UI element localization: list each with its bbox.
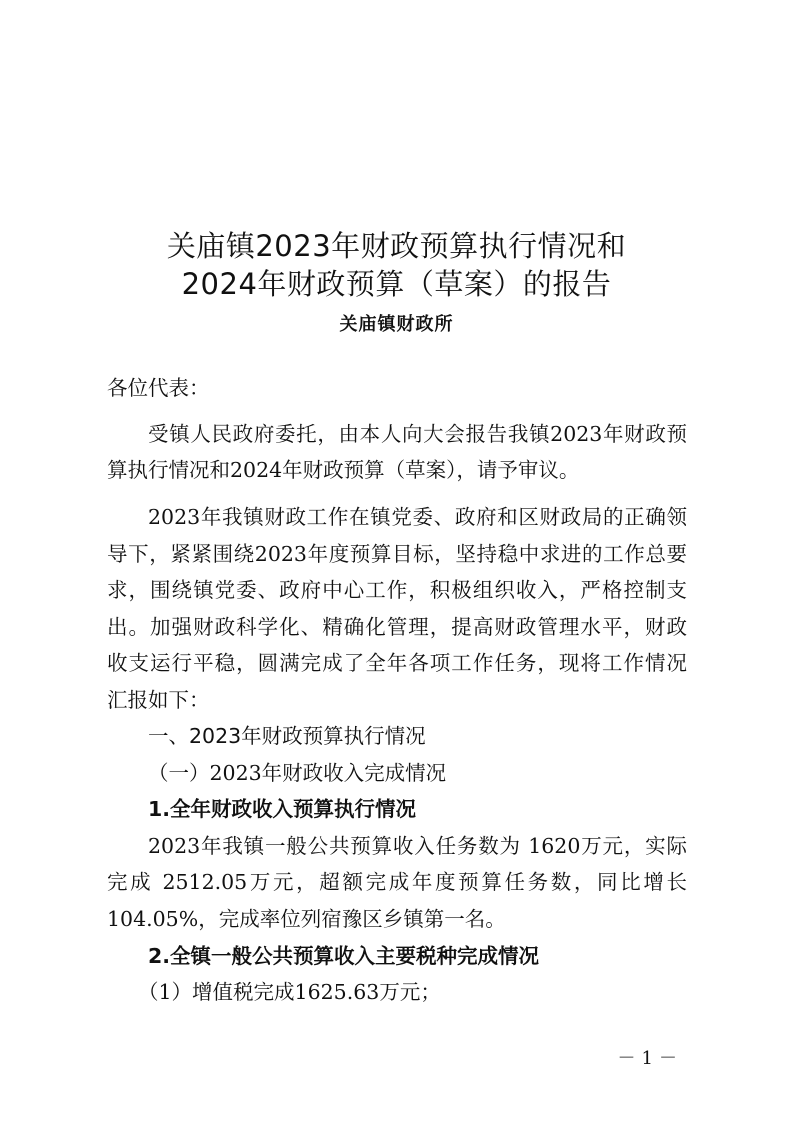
paragraph-line: 求，围绕镇党委、政府中心工作，积极组织收入，严格控制支 <box>107 578 687 602</box>
paragraph-line: 出。加强财政科学化、精确化管理，提高财政管理水平，财政 <box>107 615 687 639</box>
paragraph-line: 算执行情况和2024年财政预算（草案），请予审议。 <box>107 458 580 482</box>
section-heading-3: 1.全年财政收入预算执行情况 <box>148 797 417 821</box>
paragraph-line: 2023年我镇财政工作在镇党委、政府和区财政局的正确领 <box>148 505 687 529</box>
salutation: 各位代表： <box>107 376 210 400</box>
section-heading-2: （一）2023年财政收入完成情况 <box>148 761 447 785</box>
paragraph-line: 2023年我镇一般公共预算收入任务数为 1620万元，实际 <box>148 834 687 858</box>
document-title-line-1: 关庙镇2023年财政预算执行情况和 <box>166 229 627 263</box>
section-heading-4: 2.全镇一般公共预算收入主要税种完成情况 <box>148 944 540 968</box>
document-title-line-2: 2024年财政预算（草案）的报告 <box>181 267 612 301</box>
document-author: 关庙镇财政所 <box>339 314 454 335</box>
paragraph-line: 导下，紧紧围绕2023年度预算目标，坚持稳中求进的工作总要 <box>107 542 687 566</box>
paragraph-line: 收支运行平稳，圆满完成了全年各项工作任务，现将工作情况 <box>107 651 687 675</box>
paragraph-line: 完成 2512.05万元，超额完成年度预算任务数，同比增长 <box>107 870 687 894</box>
paragraph-line: 汇报如下： <box>107 688 210 712</box>
list-item: （1）增值税完成1625.63万元； <box>138 980 441 1004</box>
paragraph-line: 受镇人民政府委托，由本人向大会报告我镇2023年财政预 <box>148 422 687 446</box>
paragraph-line: 104.05%，完成率位列宿豫区乡镇第一名。 <box>107 907 506 931</box>
section-heading-1: 一、2023年财政预算执行情况 <box>148 724 426 748</box>
page-number: －1－ <box>617 1048 683 1069</box>
